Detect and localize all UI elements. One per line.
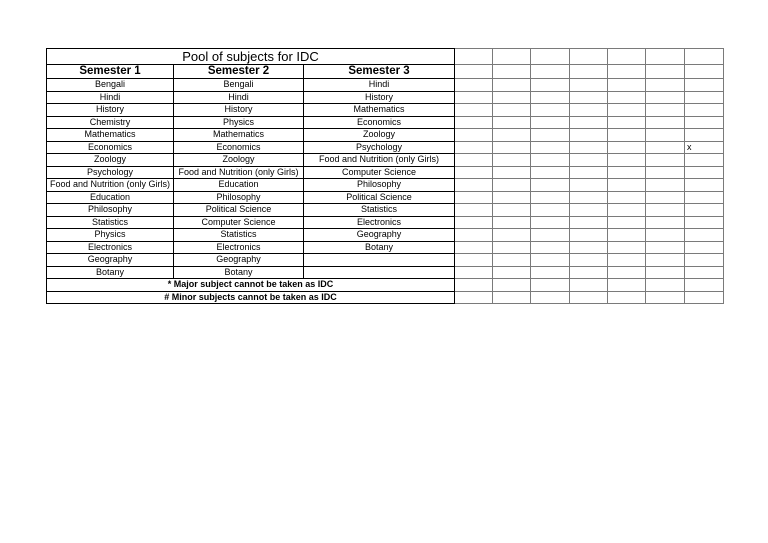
empty-cell[interactable] xyxy=(646,291,685,304)
empty-cell[interactable] xyxy=(608,79,646,92)
empty-cell[interactable] xyxy=(646,204,685,217)
empty-cell[interactable] xyxy=(570,204,608,217)
idc-subjects-table xyxy=(46,48,724,304)
empty-cell[interactable] xyxy=(455,116,493,129)
subject-cell[interactable]: Computer Science xyxy=(174,216,304,229)
empty-cell[interactable] xyxy=(493,291,531,304)
subject-cell[interactable]: Political Science xyxy=(304,191,455,204)
subject-cell[interactable]: Education xyxy=(174,179,304,192)
empty-cell[interactable] xyxy=(646,216,685,229)
subject-cell[interactable]: Electronics xyxy=(304,216,455,229)
subject-cell[interactable]: Botany xyxy=(174,266,304,279)
empty-cell[interactable] xyxy=(685,254,724,267)
empty-cell[interactable] xyxy=(685,204,724,217)
empty-cell[interactable] xyxy=(531,116,570,129)
empty-cell[interactable] xyxy=(685,129,724,142)
empty-cell[interactable] xyxy=(608,49,646,65)
subject-cell[interactable]: Philosophy xyxy=(304,179,455,192)
empty-cell[interactable] xyxy=(531,191,570,204)
subject-cell[interactable]: Zoology xyxy=(47,154,174,167)
empty-cell[interactable] xyxy=(455,166,493,179)
empty-cell[interactable] xyxy=(685,229,724,242)
subject-cell[interactable]: Mathematics xyxy=(47,129,174,142)
empty-cell[interactable] xyxy=(685,191,724,204)
empty-cell[interactable] xyxy=(531,291,570,304)
empty-cell[interactable] xyxy=(646,129,685,142)
table-row xyxy=(47,229,724,242)
empty-cell[interactable] xyxy=(531,65,570,79)
empty-cell[interactable] xyxy=(493,79,531,92)
empty-cell[interactable] xyxy=(455,141,493,154)
empty-cell[interactable] xyxy=(608,279,646,292)
empty-cell[interactable] xyxy=(646,65,685,79)
empty-cell[interactable] xyxy=(685,79,724,92)
empty-cell[interactable] xyxy=(493,116,531,129)
empty-cell[interactable] xyxy=(608,266,646,279)
empty-cell[interactable] xyxy=(493,179,531,192)
table-row xyxy=(47,254,724,267)
subject-cell[interactable]: Physics xyxy=(174,116,304,129)
empty-cell[interactable] xyxy=(685,91,724,104)
table-row xyxy=(47,129,724,142)
subject-cell[interactable]: Geography xyxy=(47,254,174,267)
empty-cell[interactable] xyxy=(493,49,531,65)
empty-cell[interactable] xyxy=(531,129,570,142)
empty-cell[interactable] xyxy=(493,216,531,229)
empty-cell[interactable] xyxy=(685,49,724,65)
empty-cell[interactable] xyxy=(685,241,724,254)
subject-cell[interactable]: Geography xyxy=(174,254,304,267)
subject-cell[interactable]: Food and Nutrition (only Girls) xyxy=(304,154,455,167)
subject-cell[interactable]: Statistics xyxy=(304,204,455,217)
note-major: * Major subject cannot be taken as IDC xyxy=(47,279,455,292)
empty-cell[interactable] xyxy=(570,229,608,242)
empty-cell[interactable] xyxy=(455,204,493,217)
empty-cell[interactable] xyxy=(608,91,646,104)
empty-cell[interactable] xyxy=(455,79,493,92)
table-row xyxy=(47,179,724,192)
empty-cell[interactable] xyxy=(455,65,493,79)
empty-cell[interactable] xyxy=(685,266,724,279)
empty-cell[interactable] xyxy=(531,241,570,254)
empty-cell[interactable] xyxy=(646,279,685,292)
note-minor: # Minor subjects cannot be taken as IDC xyxy=(47,291,455,304)
subject-cell[interactable]: Food and Nutrition (only Girls) xyxy=(47,179,174,192)
subject-cell[interactable]: History xyxy=(174,104,304,117)
empty-cell[interactable] xyxy=(493,191,531,204)
empty-cell[interactable] xyxy=(570,49,608,65)
table-row xyxy=(47,91,724,104)
empty-cell[interactable] xyxy=(608,116,646,129)
empty-cell[interactable] xyxy=(531,204,570,217)
subject-cell[interactable]: Computer Science xyxy=(304,166,455,179)
subject-cell[interactable]: Economics xyxy=(304,116,455,129)
empty-cell[interactable] xyxy=(493,204,531,217)
empty-cell[interactable] xyxy=(455,129,493,142)
subject-cell[interactable]: Political Science xyxy=(174,204,304,217)
empty-cell[interactable] xyxy=(570,279,608,292)
subject-cell[interactable]: Economics xyxy=(174,141,304,154)
subject-cell[interactable]: Philosophy xyxy=(47,204,174,217)
subject-cell[interactable]: Electronics xyxy=(47,241,174,254)
empty-cell[interactable] xyxy=(608,141,646,154)
table-row xyxy=(47,104,724,117)
empty-cell[interactable] xyxy=(608,291,646,304)
empty-cell[interactable] xyxy=(570,154,608,167)
empty-cell[interactable] xyxy=(685,179,724,192)
subject-cell[interactable]: Geography xyxy=(304,229,455,242)
empty-cell[interactable] xyxy=(531,141,570,154)
subject-cell[interactable]: Psychology xyxy=(47,166,174,179)
empty-cell[interactable] xyxy=(455,279,493,292)
empty-cell[interactable] xyxy=(685,65,724,79)
empty-cell[interactable] xyxy=(570,291,608,304)
table-row xyxy=(47,216,724,229)
column-header-semester-2: Semester 2 xyxy=(174,65,304,79)
empty-cell[interactable] xyxy=(493,65,531,79)
empty-cell[interactable] xyxy=(685,116,724,129)
table-row xyxy=(47,166,724,179)
empty-cell[interactable] xyxy=(608,204,646,217)
empty-cell[interactable] xyxy=(646,254,685,267)
empty-cell[interactable] xyxy=(493,104,531,117)
empty-cell[interactable] xyxy=(646,229,685,242)
subject-cell[interactable]: Statistics xyxy=(47,216,174,229)
subject-cell[interactable]: History xyxy=(304,91,455,104)
empty-cell[interactable] xyxy=(646,49,685,65)
empty-cell[interactable] xyxy=(455,191,493,204)
subject-cell[interactable]: Chemistry xyxy=(47,116,174,129)
table-row xyxy=(47,79,724,92)
empty-cell[interactable] xyxy=(570,141,608,154)
empty-cell[interactable] xyxy=(570,216,608,229)
empty-cell[interactable] xyxy=(685,166,724,179)
empty-cell[interactable] xyxy=(646,141,685,154)
subject-cell[interactable]: Hindi xyxy=(174,91,304,104)
empty-cell[interactable] xyxy=(455,104,493,117)
empty-cell[interactable] xyxy=(570,254,608,267)
empty-cell[interactable] xyxy=(570,104,608,117)
table-row xyxy=(47,241,724,254)
empty-cell[interactable] xyxy=(570,166,608,179)
empty-cell[interactable] xyxy=(646,166,685,179)
empty-cell[interactable] xyxy=(608,104,646,117)
empty-cell[interactable] xyxy=(531,179,570,192)
empty-cell[interactable] xyxy=(455,179,493,192)
subject-cell[interactable]: Hindi xyxy=(304,79,455,92)
empty-cell[interactable] xyxy=(493,91,531,104)
empty-cell[interactable] xyxy=(646,116,685,129)
empty-cell[interactable] xyxy=(455,254,493,267)
empty-cell[interactable] xyxy=(493,229,531,242)
empty-cell[interactable] xyxy=(570,266,608,279)
empty-cell[interactable] xyxy=(570,179,608,192)
subject-cell[interactable] xyxy=(304,266,455,279)
empty-cell[interactable] xyxy=(570,129,608,142)
empty-cell[interactable] xyxy=(685,291,724,304)
empty-cell[interactable] xyxy=(608,129,646,142)
empty-cell[interactable] xyxy=(608,65,646,79)
subject-cell[interactable]: Zoology xyxy=(174,154,304,167)
empty-cell[interactable] xyxy=(646,154,685,167)
subject-cell[interactable]: Education xyxy=(47,191,174,204)
empty-cell[interactable] xyxy=(646,179,685,192)
subject-cell[interactable]: Food and Nutrition (only Girls) xyxy=(174,166,304,179)
empty-cell[interactable] xyxy=(531,91,570,104)
empty-cell[interactable] xyxy=(570,91,608,104)
empty-cell[interactable] xyxy=(531,104,570,117)
empty-cell[interactable] xyxy=(608,166,646,179)
table-row xyxy=(47,141,724,154)
empty-cell[interactable] xyxy=(455,229,493,242)
empty-cell[interactable] xyxy=(455,91,493,104)
subject-cell[interactable]: Bengali xyxy=(174,79,304,92)
column-header-semester-1: Semester 1 xyxy=(47,65,174,79)
empty-cell[interactable] xyxy=(455,154,493,167)
empty-cell[interactable] xyxy=(608,241,646,254)
empty-cell[interactable] xyxy=(685,279,724,292)
table-row xyxy=(47,266,724,279)
empty-cell[interactable] xyxy=(531,79,570,92)
empty-cell[interactable] xyxy=(531,266,570,279)
subject-cell[interactable]: Mathematics xyxy=(304,104,455,117)
empty-cell[interactable] xyxy=(570,241,608,254)
subject-cell[interactable]: Philosophy xyxy=(174,191,304,204)
subject-cell[interactable] xyxy=(304,254,455,267)
subject-cell[interactable]: Zoology xyxy=(304,129,455,142)
empty-cell[interactable] xyxy=(608,191,646,204)
empty-cell[interactable] xyxy=(493,241,531,254)
subject-cell[interactable]: Hindi xyxy=(47,91,174,104)
table-title: Pool of subjects for IDC xyxy=(47,49,455,65)
empty-cell[interactable] xyxy=(685,216,724,229)
table-row xyxy=(47,191,724,204)
subject-cell[interactable]: Botany xyxy=(47,266,174,279)
subject-cell[interactable]: Bengali xyxy=(47,79,174,92)
subject-cell[interactable]: History xyxy=(47,104,174,117)
empty-cell[interactable] xyxy=(646,241,685,254)
empty-cell[interactable] xyxy=(646,91,685,104)
empty-cell[interactable] xyxy=(685,154,724,167)
subject-cell[interactable]: Electronics xyxy=(174,241,304,254)
empty-cell[interactable] xyxy=(570,191,608,204)
empty-cell[interactable] xyxy=(531,279,570,292)
empty-cell[interactable] xyxy=(646,266,685,279)
empty-cell[interactable] xyxy=(646,191,685,204)
empty-cell[interactable] xyxy=(531,229,570,242)
empty-cell[interactable] xyxy=(531,154,570,167)
empty-cell[interactable] xyxy=(570,116,608,129)
empty-cell[interactable] xyxy=(455,266,493,279)
empty-cell[interactable] xyxy=(455,241,493,254)
empty-cell[interactable] xyxy=(493,266,531,279)
empty-cell[interactable] xyxy=(493,279,531,292)
empty-cell[interactable] xyxy=(570,65,608,79)
empty-cell[interactable] xyxy=(685,104,724,117)
mark-cell[interactable]: x xyxy=(685,141,724,154)
empty-cell[interactable] xyxy=(608,229,646,242)
empty-cell[interactable] xyxy=(531,216,570,229)
table-row xyxy=(47,204,724,217)
table-row xyxy=(47,116,724,129)
empty-cell[interactable] xyxy=(646,104,685,117)
empty-cell[interactable] xyxy=(646,79,685,92)
subject-cell[interactable]: Psychology xyxy=(304,141,455,154)
empty-cell[interactable] xyxy=(531,166,570,179)
empty-cell[interactable] xyxy=(493,254,531,267)
empty-cell[interactable] xyxy=(608,216,646,229)
column-header-semester-3: Semester 3 xyxy=(304,65,455,79)
empty-cell[interactable] xyxy=(493,154,531,167)
subject-cell[interactable]: Physics xyxy=(47,229,174,242)
empty-cell[interactable] xyxy=(608,154,646,167)
empty-cell[interactable] xyxy=(608,179,646,192)
subject-cell[interactable]: Botany xyxy=(304,241,455,254)
empty-cell[interactable] xyxy=(608,254,646,267)
empty-cell[interactable] xyxy=(531,49,570,65)
empty-cell[interactable] xyxy=(531,254,570,267)
empty-cell[interactable] xyxy=(493,141,531,154)
subject-cell[interactable]: Mathematics xyxy=(174,129,304,142)
empty-cell[interactable] xyxy=(493,129,531,142)
empty-cell[interactable] xyxy=(570,79,608,92)
table-row xyxy=(47,154,724,167)
subject-cell[interactable]: Statistics xyxy=(174,229,304,242)
empty-cell[interactable] xyxy=(455,49,493,65)
empty-cell[interactable] xyxy=(455,291,493,304)
empty-cell[interactable] xyxy=(455,216,493,229)
empty-cell[interactable] xyxy=(493,166,531,179)
subject-cell[interactable]: Economics xyxy=(47,141,174,154)
